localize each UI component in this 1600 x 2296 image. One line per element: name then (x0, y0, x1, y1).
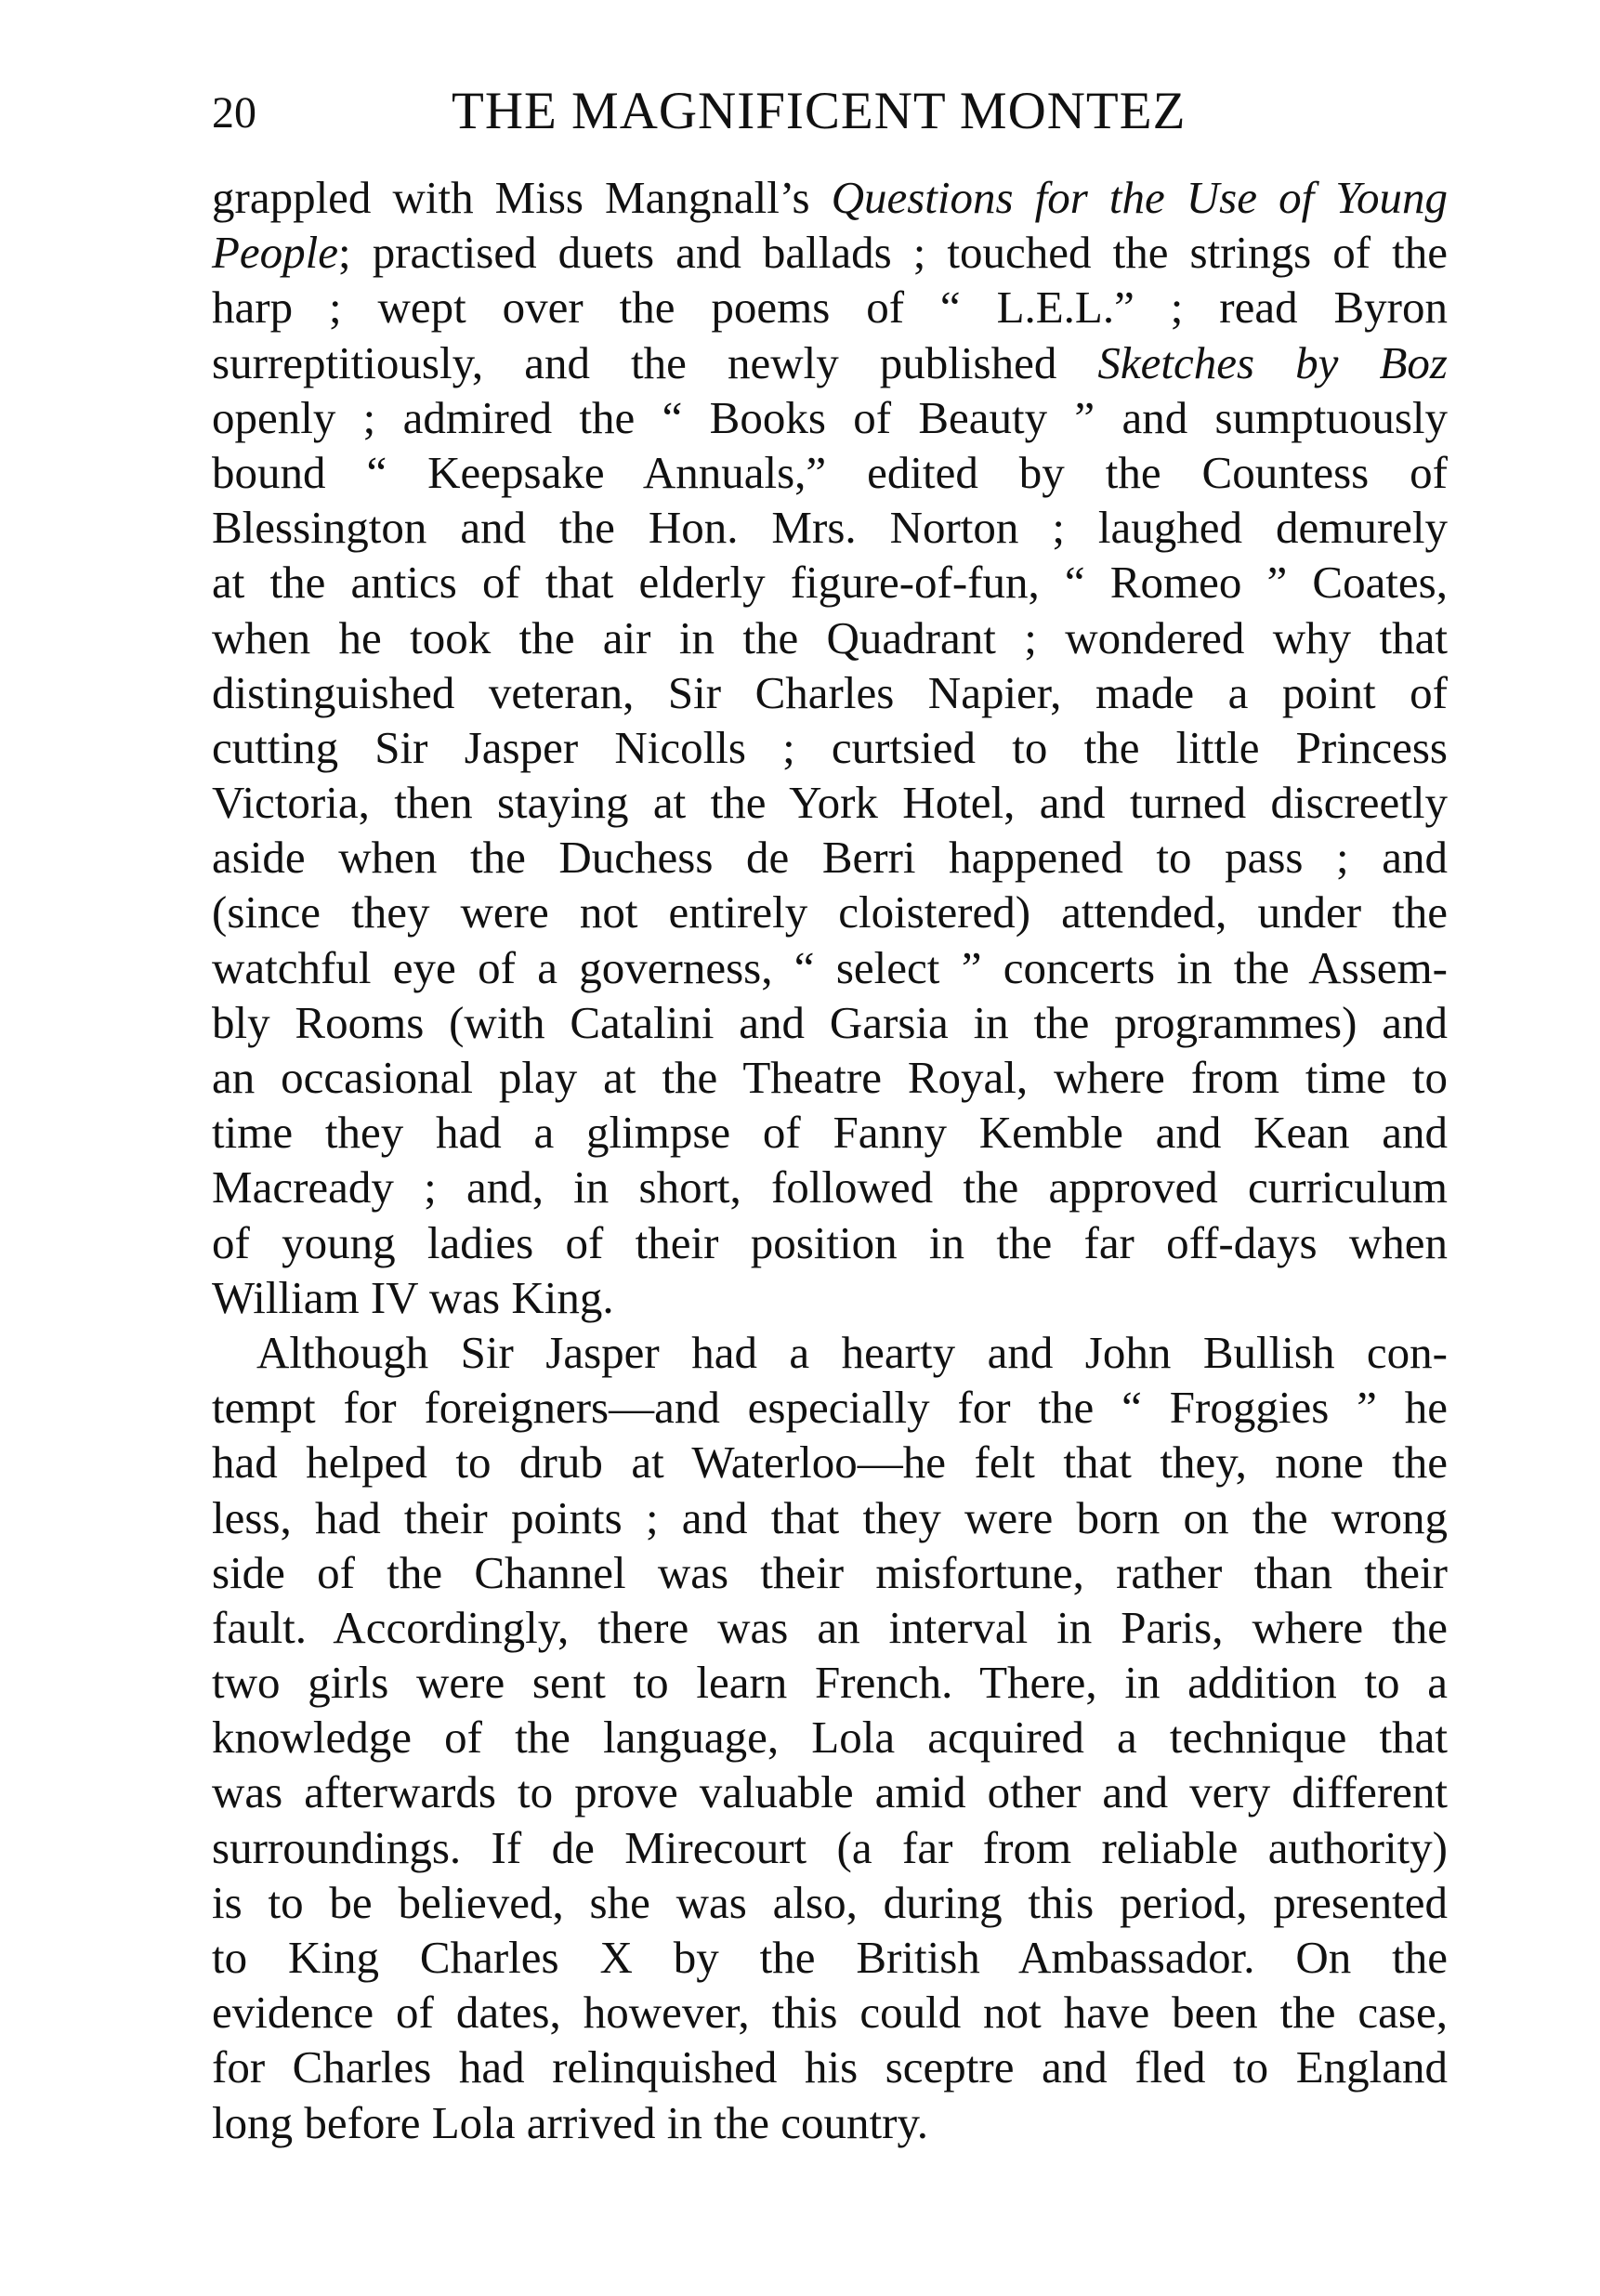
text-line: People; practised duets and ballads ; touched the strings of the (212, 227, 1448, 279)
text-line: Macready ; and, in short, followed the approved curriculum (212, 1161, 1448, 1214)
text-line: to King Charles X by the British Ambassador. On the (212, 1932, 1448, 1983)
italic-title: People (212, 227, 339, 279)
text-line: fault. Accordingly, there was an interval in Paris, where the (212, 1601, 1448, 1653)
text-line: for Charles had relinquished his sceptre and fled to England (212, 2041, 1448, 2093)
text-line: cutting Sir Jasper Nicolls ; curtsied to the little Princess (212, 721, 1448, 773)
body-text (212, 170, 1448, 2150)
text-line: Blessington and the Hon. Mrs. Norton ; laughed demurely (212, 502, 1448, 554)
text-line: aside when the Duchess de Berri happened to pass ; and (212, 832, 1448, 884)
text-line: of young ladies of their position in the far off-days when (212, 1216, 1448, 1268)
text-line: bly Rooms (with Catalini and Garsia in the programmes) and (212, 996, 1448, 1048)
text-line: grappled with Miss Mangnall’s Questions for the Use of Young (212, 172, 1448, 223)
text-line: when he took the air in the Quadrant ; wondered why that (212, 611, 1448, 663)
text-line: less, had their points ; and that they were born on the wrong (212, 1491, 1448, 1543)
text-line: long before Lola arrived in the country. (212, 2096, 929, 2148)
paragraph-2 (212, 1325, 1448, 2150)
text-line: tempt for foreigners—and especially for the “ Froggies ” he (212, 1382, 1448, 1434)
text-line: side of the Channel was their misfortune, rather than their (212, 1546, 1448, 1598)
text-line: distinguished veteran, Sir Charles Napier, made a point of (212, 666, 1448, 718)
text-line: harp ; wept over the poems of “ L.E.L.” ; read Byron (212, 282, 1448, 334)
running-title: THE MAGNIFICENT MONTEZ (452, 82, 1187, 140)
italic-title: Sketches by Boz (1097, 336, 1448, 388)
italic-title: Questions for the Use of Young (831, 172, 1448, 223)
text-line: had helped to drub at Waterloo—he felt that they, none the (212, 1437, 1448, 1489)
text-line: time they had a glimpse of Fanny Kemble and Kean and (212, 1107, 1448, 1159)
text-line: two girls were sent to learn French. There, in addition to a (212, 1657, 1448, 1709)
text-line: openly ; admired the “ Books of Beauty ” and sumptuously (212, 391, 1448, 443)
text-line: surreptitiously, and the newly published Sketches by Boz (212, 336, 1448, 388)
text-line: is to be believed, she was also, during this period, presented (212, 1876, 1448, 1928)
text-line: evidence of dates, however, this could not have been the case, (212, 1987, 1448, 2039)
text-line: surroundings. If de Mirecourt (a far from reliable authority) (212, 1821, 1448, 1873)
text-line: watchful eye of a governess, “ select ” concerts in the Assem- (212, 941, 1448, 993)
text-line: at the antics of that elderly figure-of-fun, “ Romeo ” Coates, (212, 557, 1448, 609)
text-line: was afterwards to prove valuable amid other and very different (212, 1766, 1448, 1818)
text-line: William IV was King. (212, 1271, 614, 1323)
text-line: Although Sir Jasper had a hearty and John Bullish con- (256, 1326, 1448, 1378)
text-line: an occasional play at the Theatre Royal, where from time to (212, 1052, 1448, 1103)
text-line: Victoria, then staying at the York Hotel, and turned discreetly (212, 777, 1448, 829)
paragraph-1 (212, 170, 1448, 1325)
text-line: (since they were not entirely cloistered) attended, under the (212, 886, 1448, 938)
text-line: knowledge of the language, Lola acquired a technique that (212, 1712, 1448, 1764)
text-line: bound “ Keepsake Annuals,” edited by the Countess of (212, 446, 1448, 498)
page-header (212, 82, 1448, 156)
page-number: 20 (212, 88, 256, 138)
